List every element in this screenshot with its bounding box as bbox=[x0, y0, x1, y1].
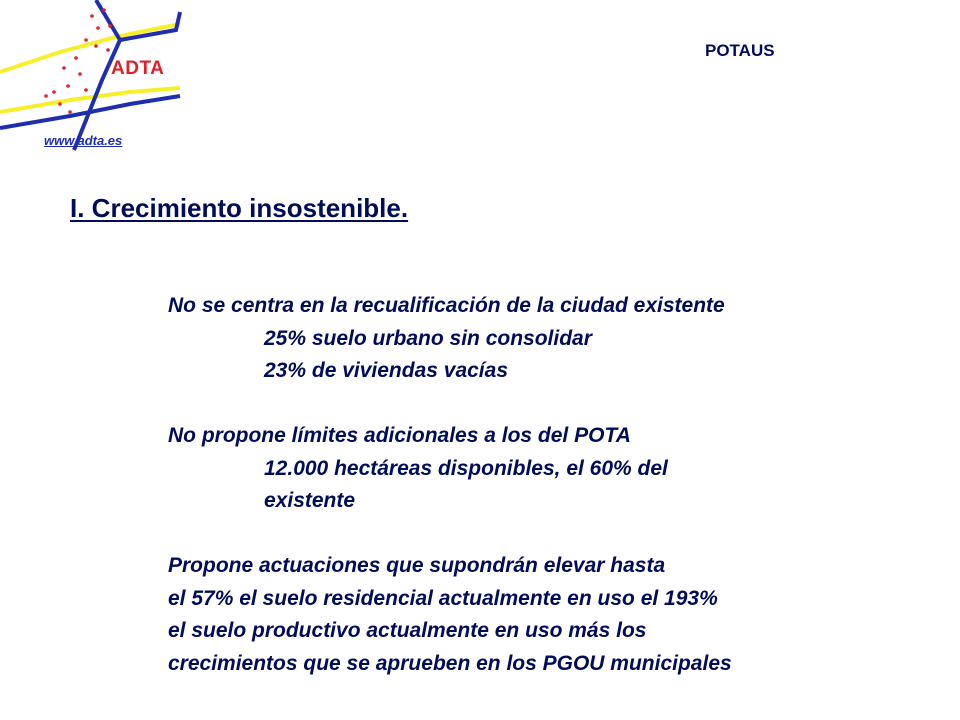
block-2-heading: No propone límites adicionales a los del POTA bbox=[168, 424, 631, 447]
block-3-line: el suelo productivo actualmente en uso más los bbox=[168, 619, 647, 642]
block-1-heading: No se centra en la recualificación de la ciudad existente bbox=[168, 294, 725, 317]
block-3-line: crecimientos que se aprueben en los PGOU municipales bbox=[168, 651, 732, 675]
block-1-item: 25% suelo urbano sin consolidar bbox=[264, 326, 592, 350]
logo-url-link[interactable]: www.adta.es bbox=[44, 133, 123, 148]
block-2-item: 12.000 hectáreas disponibles, el 60% del bbox=[264, 456, 668, 480]
spacer bbox=[168, 388, 908, 421]
block-2-item: existente bbox=[264, 489, 356, 512]
header-label: POTAUS bbox=[705, 41, 775, 60]
section-title: I. Crecimiento insostenible. bbox=[70, 193, 409, 223]
content-body bbox=[168, 290, 908, 680]
block-3-line: el 57% el suelo residencial actualmente en uso el 193% bbox=[168, 586, 718, 610]
adta-logo bbox=[0, 0, 190, 160]
logo-name: ADTA bbox=[111, 58, 165, 79]
spacer bbox=[168, 518, 908, 551]
block-1-item: 23% de viviendas vacías bbox=[264, 359, 508, 382]
logo-blue-line-bottom bbox=[0, 96, 180, 128]
block-3-line: Propone actuaciones que supondrán elevar hasta bbox=[168, 554, 666, 577]
